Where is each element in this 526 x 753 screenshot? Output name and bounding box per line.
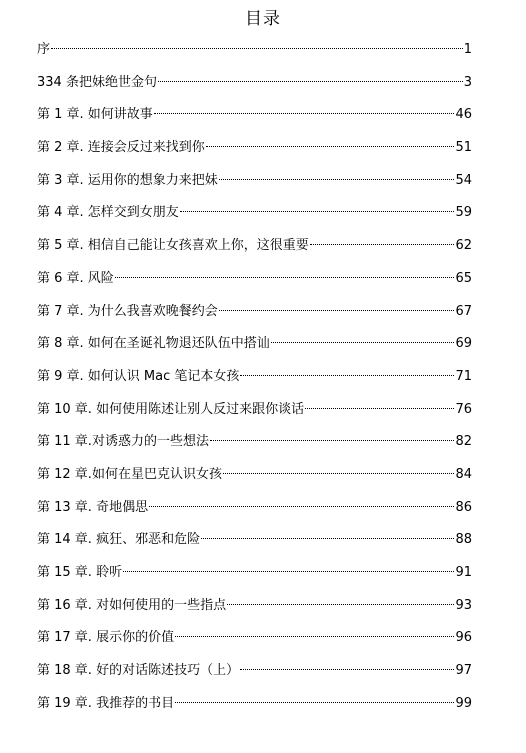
table-of-contents [37, 40, 472, 726]
toc-entry-label: 第 14 章. 疯狂、邪恶和危险 [37, 532, 201, 548]
toc-entry-page-number: 76 [455, 401, 472, 417]
toc-entry-label: 第 10 章. 如何使用陈述让别人反过来跟你谈话 [37, 401, 305, 417]
dot-leader [227, 604, 454, 605]
toc-entry-label: 334 条把妹绝世金句 [37, 74, 157, 90]
toc-entry[interactable] [37, 628, 472, 661]
toc-entry[interactable] [37, 596, 472, 629]
dot-leader [201, 538, 454, 539]
toc-entry-page-number: 46 [455, 107, 472, 123]
toc-entry[interactable] [37, 367, 472, 400]
toc-entry-page-number: 99 [455, 695, 472, 711]
toc-entry-page-number: 59 [455, 205, 472, 221]
toc-entry[interactable] [37, 269, 472, 302]
dot-leader [210, 440, 455, 441]
toc-entry-label: 第 11 章.对诱惑力的一些想法 [37, 434, 209, 450]
toc-entry-page-number: 69 [455, 336, 472, 352]
toc-entry[interactable] [37, 73, 472, 106]
toc-entry[interactable] [37, 694, 472, 727]
toc-entry[interactable] [37, 138, 472, 171]
dot-leader [158, 81, 463, 82]
toc-entry[interactable] [37, 465, 472, 498]
toc-title: 目录 [245, 9, 281, 29]
toc-entry-label: 第 19 章. 我推荐的书目 [37, 695, 175, 711]
toc-entry[interactable] [37, 236, 472, 269]
dot-leader [271, 342, 455, 343]
toc-entry-page-number: 65 [455, 270, 472, 286]
toc-entry-page-number: 54 [455, 172, 472, 188]
toc-entry-label: 第 18 章. 好的对话陈述技巧（上） [37, 663, 240, 679]
toc-entry-label: 第 15 章. 聆听 [37, 565, 123, 580]
toc-entry-label: 第 5 章. 相信自己能让女孩喜欢上你，这很重要 [37, 238, 309, 254]
toc-entry-page-number: 51 [455, 140, 472, 156]
dot-leader [115, 277, 455, 278]
toc-entry[interactable] [37, 171, 472, 204]
toc-entry[interactable] [37, 400, 472, 433]
toc-entry-page-number: 84 [455, 466, 472, 482]
dot-leader [310, 244, 455, 245]
dot-leader [219, 179, 455, 180]
toc-entry-page-number: 71 [455, 368, 472, 384]
toc-entry[interactable] [37, 432, 472, 465]
toc-entry-page-number: 67 [455, 303, 472, 319]
dot-leader [219, 310, 455, 311]
toc-entry[interactable] [37, 530, 472, 563]
toc-entry[interactable] [37, 334, 472, 367]
toc-entry-label: 第 6 章. 风险 [37, 270, 114, 286]
dot-leader [180, 211, 455, 212]
toc-entry-label: 第 4 章. 怎样交到女朋友 [37, 205, 179, 221]
dot-leader [175, 636, 454, 637]
toc-entry[interactable] [37, 40, 472, 73]
dot-leader [123, 571, 454, 572]
toc-entry[interactable] [37, 302, 472, 335]
toc-entry[interactable] [37, 105, 472, 138]
toc-entry-page-number: 93 [455, 597, 472, 613]
dot-leader [175, 702, 454, 703]
dot-leader [51, 48, 463, 49]
toc-entry-label: 第 2 章. 连接会反过来找到你 [37, 140, 205, 156]
toc-entry-label: 第 1 章. 如何讲故事 [37, 107, 153, 123]
toc-entry-page-number: 3 [463, 74, 472, 90]
toc-entry-page-number: 86 [455, 499, 472, 515]
toc-entry[interactable] [37, 563, 472, 596]
toc-entry-page-number: 96 [455, 630, 472, 646]
dot-leader [240, 669, 454, 670]
toc-entry-label: 第 16 章. 对如何使用的一些指点 [37, 597, 227, 613]
dot-leader [305, 408, 454, 409]
toc-entry[interactable] [37, 661, 472, 694]
toc-entry-label: 第 12 章.如何在星巴克认识女孩 [37, 466, 222, 482]
toc-entry-page-number: 88 [455, 532, 472, 548]
toc-entry-label: 第 3 章. 运用你的想象力来把妹 [37, 172, 218, 188]
toc-entry-label: 第 13 章. 奇地偶思 [37, 499, 149, 515]
toc-entry-page-number: 82 [455, 434, 472, 450]
dot-leader [206, 146, 455, 147]
toc-entry-page-number: 62 [455, 238, 472, 254]
toc-entry-label: 第 7 章. 为什么我喜欢晚餐约会 [37, 303, 218, 319]
toc-entry-label: 第 9 章. 如何认识 Mac 笔记本女孩 [37, 368, 240, 384]
toc-entry-page-number: 91 [455, 565, 472, 580]
toc-entry[interactable] [37, 203, 472, 236]
dot-leader [149, 506, 454, 507]
dot-leader [154, 113, 455, 114]
toc-entry-label: 序 [37, 42, 51, 57]
dot-leader [240, 375, 454, 376]
toc-entry-label: 第 8 章. 如何在圣诞礼物退还队伍中搭讪 [37, 336, 270, 352]
dot-leader [223, 473, 455, 474]
toc-entry-page-number: 1 [463, 42, 472, 57]
toc-entry-page-number: 97 [455, 663, 472, 679]
toc-entry[interactable] [37, 498, 472, 531]
toc-entry-label: 第 17 章. 展示你的价值 [37, 630, 175, 646]
